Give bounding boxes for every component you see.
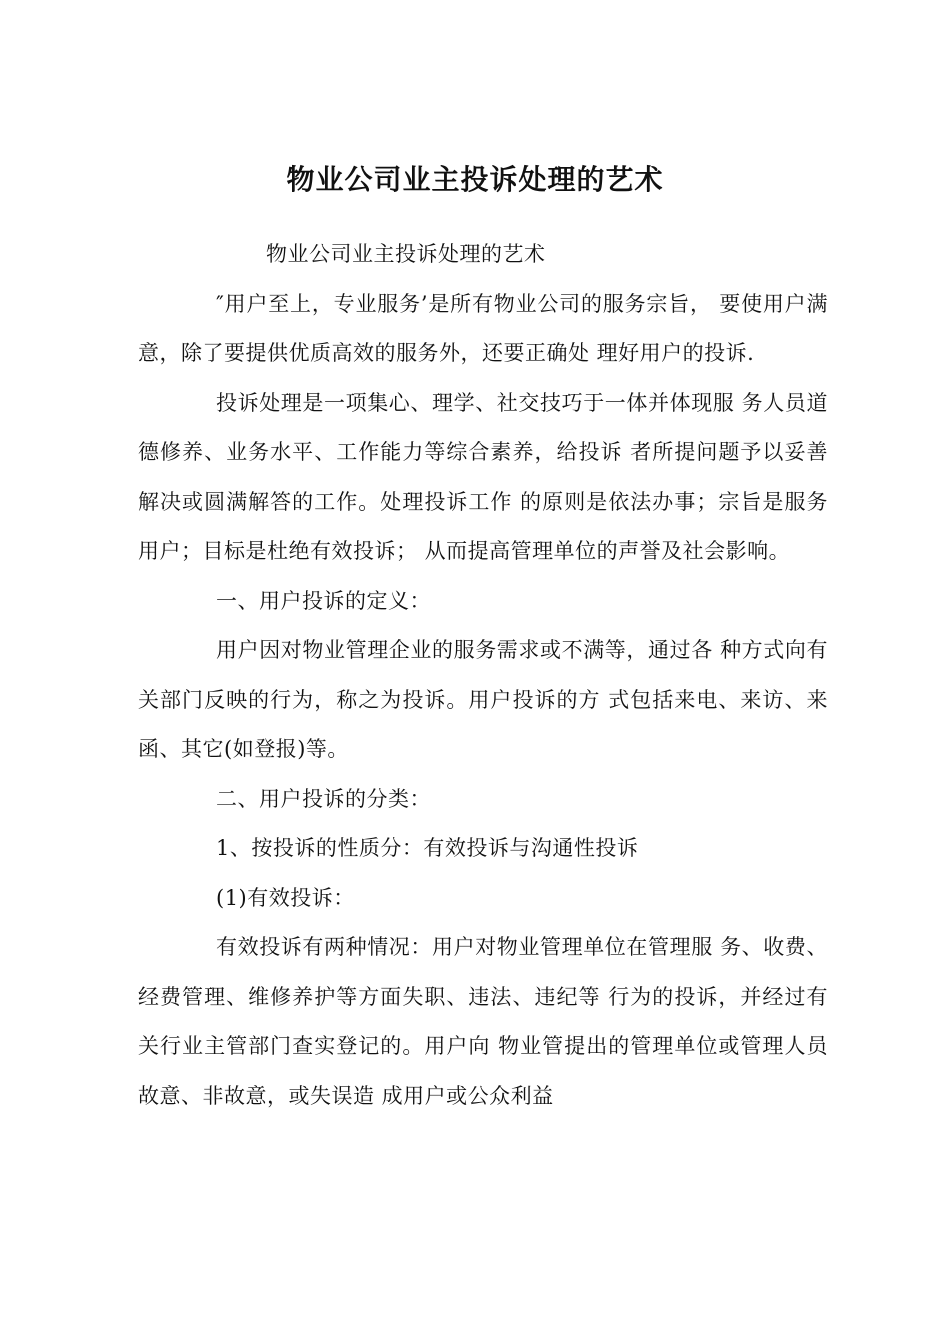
- paragraph-principle: 投诉处理是一项集心、理学、社交技巧于一体并体现服 务人员道德修养、业务水平、工作能力等综合素养，给投诉 者所提问题予以妥善解决或圆满解答的工作。处理投诉工作 的原则是依法办事；宗旨是服务用户；目标是杜绝有效投诉； 从而提高管理单位的声誉及社会影响。: [138, 390, 828, 563]
- paragraph-intro: ″用户至上，专业服务’是所有物业公司的服务宗旨， 要使用户满意，除了要提供优质高效的服务外，还要正确处 理好用户的投诉.: [138, 291, 828, 365]
- document-title: 物业公司业主投诉处理的艺术: [286, 163, 664, 196]
- document-body: [138, 230, 828, 1121]
- subheading-valid-complaint: (1)有效投诉：: [216, 885, 355, 910]
- body-subtitle: 物业公司业主投诉处理的艺术: [266, 242, 546, 266]
- paragraph-definition: 用户因对物业管理企业的服务需求或不满等，通过各 种方式向有关部门反映的行为，称之为投诉。用户投诉的方 式包括来电、来访、来函、其它(如登报)等。: [138, 638, 828, 761]
- paragraph-valid-complaint: 有效投诉有两种情况：用户对物业管理单位在管理服 务、收费、经费管理、维修养护等方面失职、违法、违纪等 行为的投诉，并经过有关行业主管部门查实登记的。用户向 物业管提出的管理单位或管理人员故意、非故意，或失误造 成用户或公众利益: [138, 935, 828, 1108]
- section-heading-classification: 二、用户投诉的分类：: [216, 786, 431, 811]
- section-heading-definition: 一、用户投诉的定义：: [216, 588, 431, 613]
- subheading-by-nature: 1、按投诉的性质分：有效投诉与沟通性投诉: [216, 836, 639, 860]
